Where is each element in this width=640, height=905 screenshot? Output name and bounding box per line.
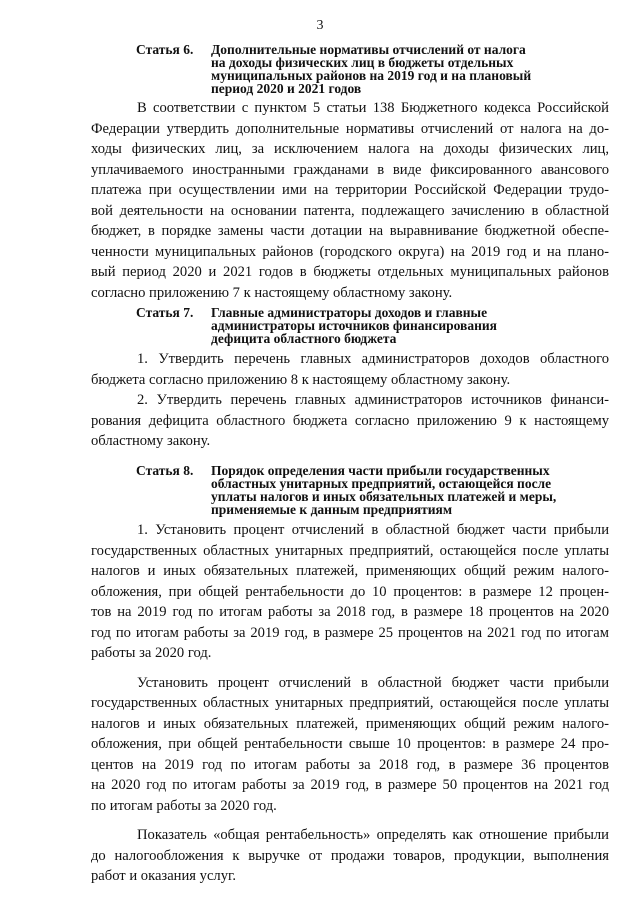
title-line: применяемые к данным предприятиям — [211, 502, 453, 517]
title-line: дефицита областного бюджета — [211, 331, 397, 346]
article-8-heading — [91, 464, 609, 516]
article-7-title — [211, 306, 609, 345]
text-line: 1. Утвердить перечень главных администраторов доходов областного — [137, 351, 609, 367]
article-7-paragraph-2 — [91, 390, 609, 452]
title-line: администраторы источников финансирования — [211, 318, 497, 333]
article-6-paragraph-1 — [91, 98, 609, 303]
text-line: бюджета согласно приложению 8 к настоящему областному закону. — [91, 371, 511, 388]
article-7-paragraph-1 — [91, 349, 609, 390]
article-7 — [91, 306, 609, 452]
text-line: согласно приложению 7 к настоящему областному закону. — [91, 284, 453, 301]
text-line: рования дефицита областного бюджета согласно приложению 9 к настоящему — [91, 412, 609, 429]
text-line: 1. Установить процент отчислений в областной бюджет части прибыли — [137, 522, 609, 538]
article-7-label: Статья 7. — [136, 305, 194, 320]
article-7-heading — [91, 306, 609, 345]
text-line: налогов и иных обязательных платежей, применяющих общий режим налого- — [91, 715, 609, 732]
text-line: государственных областных унитарных предприятий, остающейся после уплаты — [91, 542, 609, 559]
text-line: государственных областных унитарных предприятий, остающейся после уплаты — [91, 695, 609, 711]
article-6-title — [211, 43, 609, 95]
text-line: обложения, при общей рентабельности свыше 10 процентов: в размере 24 про- — [91, 736, 609, 752]
text-line: платежа при осуществлении ими на территории Российской Федерации трудо- — [91, 182, 609, 198]
text-line: работы за 2020 год. — [91, 645, 212, 661]
article-6-heading — [91, 43, 609, 95]
title-line: областных унитарных предприятий, остающейся после — [211, 476, 552, 491]
text-line: по итогам работы за 2020 год. — [91, 797, 277, 814]
text-line: ходы физических лиц, за исключением налога на доходы физических лиц, — [91, 141, 609, 157]
text-line: до налогообложения к выручке от продажи товаров, продукции, выполнения — [91, 847, 609, 864]
article-8-paragraph-2 — [91, 673, 609, 817]
text-line: тов на 2019 год по итогам работы за 2018 год, в размере 18 процентов на 2020 — [91, 604, 609, 620]
text-line: на 2020 год по итогам работы за 2019 год, в размере 50 процентов на 2021 год — [91, 777, 609, 793]
text-line: 2. Утвердить перечень главных администраторов источников финанси- — [137, 392, 609, 408]
text-line: год по итогам работы за 2019 год, в размере 25 процентов на 2021 год по итогам — [91, 624, 609, 641]
text-line: областному закону. — [91, 433, 211, 449]
text-line: работ и оказания услуг. — [91, 868, 236, 884]
article-8-title — [211, 464, 609, 516]
title-line: муниципальных районов на 2019 год и на плановый — [211, 68, 532, 83]
title-line: период 2020 и 2021 годов — [211, 81, 362, 96]
title-line: Главные администраторы доходов и главные — [211, 305, 488, 320]
text-line: ченности муниципальных районов (городского округа) на 2019 год и на плано- — [91, 243, 609, 260]
text-line: налогов и иных обязательных платежей, применяющих общий режим налого- — [91, 563, 609, 579]
text-line: вый период 2020 и 2021 годов в бюджеты отдельных муниципальных районов — [91, 264, 609, 280]
page-number: 3 — [316, 18, 324, 33]
text-line: вой деятельности на основании патента, подлежащего зачислению в областной — [91, 202, 609, 219]
title-line: уплаты налогов и иных обязательных платежей и меры, — [211, 489, 557, 504]
text-line: бюджет, в порядке замены части дотации на выравнивание бюджетной обеспе- — [91, 223, 609, 239]
title-line: Дополнительные нормативы отчислений от налога — [211, 42, 526, 57]
text-line: обложения, при общей рентабельности до 10 процентов: в размере 12 процен- — [91, 583, 609, 600]
text-line: Установить процент отчислений в областной бюджет части прибыли — [137, 674, 609, 691]
article-6 — [91, 43, 609, 303]
article-8-paragraph-3 — [91, 825, 609, 887]
article-8-paragraph-1 — [91, 520, 609, 664]
text-line: Показатель «общая рентабельность» определять как отношение прибыли — [137, 827, 609, 843]
text-line: Федерации утвердить дополнительные нормативы отчислений от налога на до- — [91, 120, 609, 137]
title-line: Порядок определения части прибыли государственных — [211, 463, 550, 478]
article-8-label: Статья 8. — [136, 463, 194, 478]
article-6-label: Статья 6. — [136, 42, 194, 57]
text-line: В соответствии с пунктом 5 статьи 138 Бюджетного кодекса Российской — [137, 100, 609, 116]
text-line: центов на 2019 год по итогам работы за 2018 год, в размере 36 процентов — [91, 756, 609, 773]
text-line: уплачиваемого иностранными гражданами в виде фиксированного авансового — [91, 161, 609, 178]
title-line: на доходы физических лиц в бюджеты отдельных — [211, 55, 514, 70]
article-8 — [91, 464, 609, 887]
